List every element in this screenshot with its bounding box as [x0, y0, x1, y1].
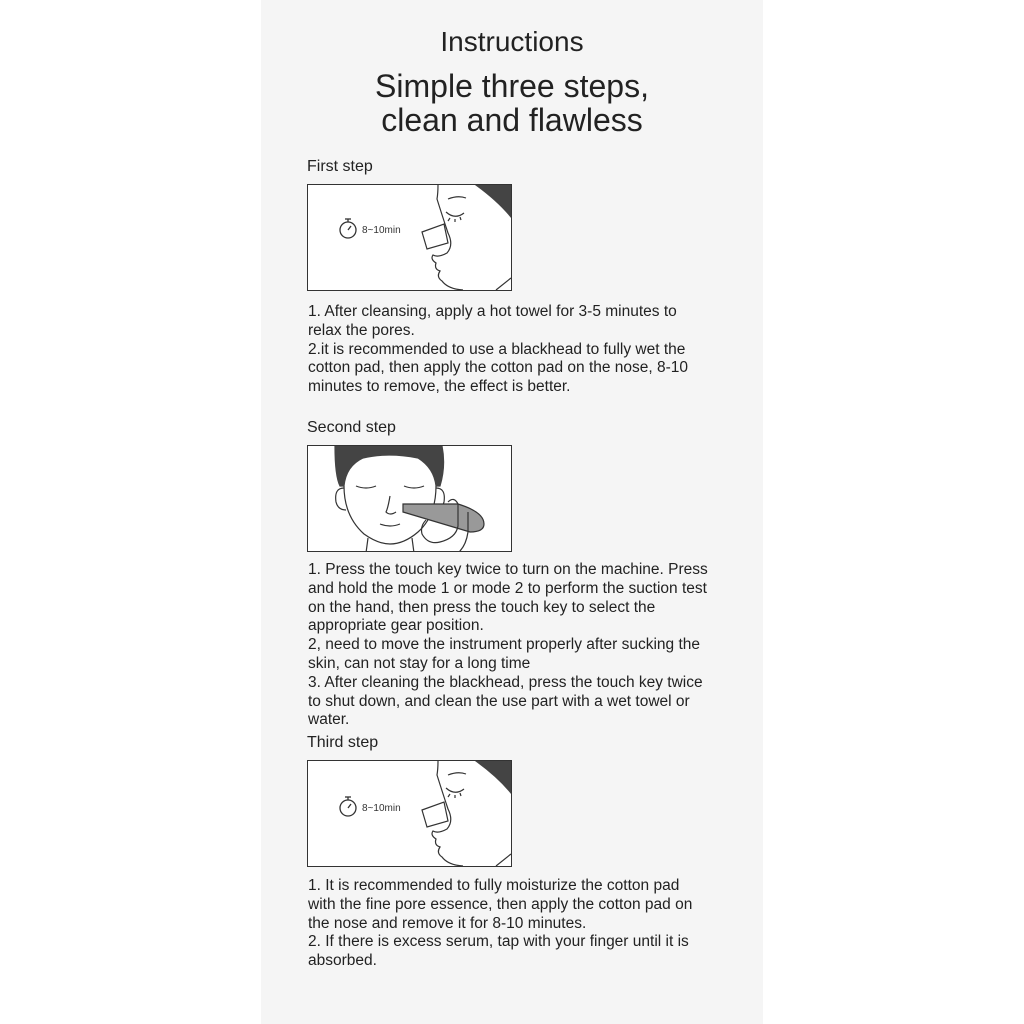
step-1-line: cotton pad, then apply the cotton pad on the nose, 8-10	[308, 359, 689, 377]
face-profile-with-nose-pad-icon	[422, 185, 511, 290]
face-front-with-device-icon	[335, 446, 484, 552]
step-1-line: relax the pores.	[308, 321, 415, 339]
step-3-line: the nose and remove it for 8-10 minutes.	[308, 914, 587, 932]
step-2-illustration	[307, 445, 512, 552]
step-2-line: water.	[308, 711, 350, 729]
step-2-text	[308, 561, 738, 730]
step-2-line: skin, can not stay for a long time	[308, 654, 531, 672]
step-3-timer-label: 8~10min	[362, 803, 401, 814]
step-1-heading: First step	[307, 158, 373, 175]
step-3-illustration	[307, 760, 512, 867]
step-1-illustration	[307, 184, 512, 291]
step-2-line: and hold the mode 1 or mode 2 to perform the suction test	[308, 579, 707, 597]
step-2-heading: Second step	[307, 419, 396, 436]
step-1-line: 2.it is recommended to use a blackhead to fully wet the	[308, 340, 686, 358]
page-subtitle-line-1: Simple three steps,	[375, 68, 649, 104]
step-3-text	[308, 877, 738, 971]
page-subtitle-line-2: clean and flawless	[381, 102, 643, 138]
step-2-line: on the hand, then press the touch key to select the	[308, 598, 656, 616]
stopwatch-icon	[340, 219, 356, 238]
step-2-line: appropriate gear position.	[308, 617, 484, 635]
step-2-line: 2, need to move the instrument properly after sucking the	[308, 636, 701, 654]
step-2-line: 3. After cleaning the blackhead, press the touch key twice	[308, 673, 703, 691]
page-title: Instructions	[440, 26, 584, 57]
step-1-line: minutes to remove, the effect is better.	[308, 378, 571, 396]
step-3-line: 1. It is recommended to fully moisturize the cotton pad	[308, 877, 680, 894]
step-1-text	[308, 303, 738, 397]
step-1-line: 1. After cleansing, apply a hot towel for 3-5 minutes to	[308, 303, 677, 320]
step-2-line: to shut down, and clean the use part with a wet towel or	[308, 692, 690, 710]
stopwatch-icon	[340, 797, 356, 816]
face-profile-with-nose-pad-icon	[422, 761, 511, 866]
step-1-timer-label: 8~10min	[362, 225, 401, 236]
step-2-line: 1. Press the touch key twice to turn on the machine. Press	[308, 561, 708, 578]
step-3-line: with the fine pore essence, then apply the cotton pad on	[308, 895, 693, 913]
step-3-line: 2. If there is excess serum, tap with your finger until it is	[308, 933, 689, 951]
step-3-line: absorbed.	[308, 952, 377, 970]
step-3-heading: Third step	[307, 734, 379, 751]
